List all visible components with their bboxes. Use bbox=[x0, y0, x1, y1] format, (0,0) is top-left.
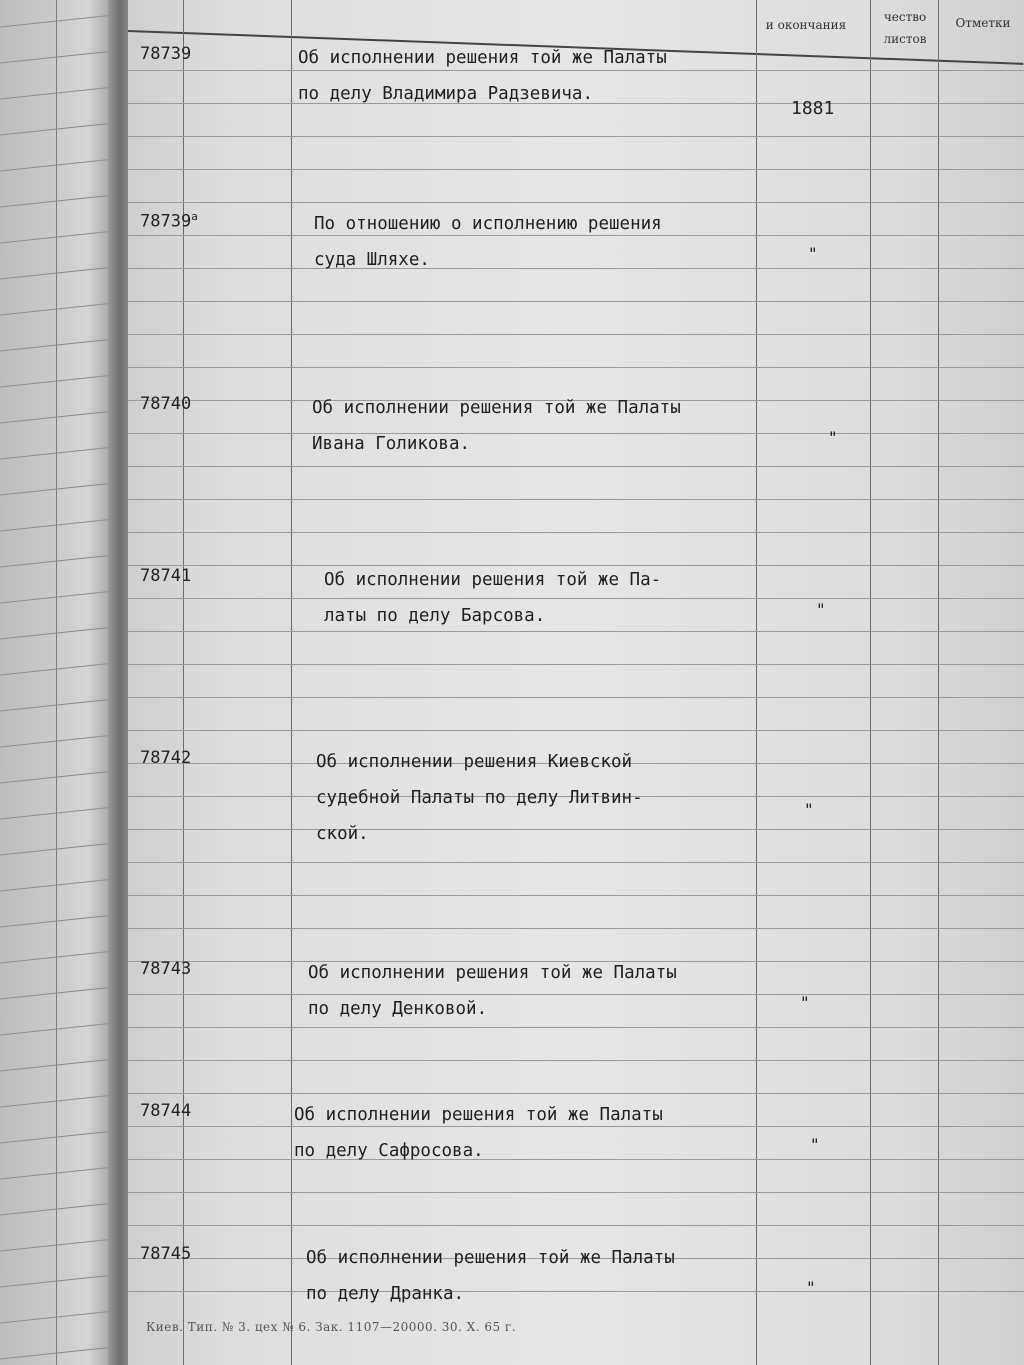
left-page-rule-line bbox=[0, 1166, 123, 1180]
left-page-rule-line bbox=[0, 1202, 123, 1216]
entry-description bbox=[306, 1240, 675, 1312]
ledger-rule-line bbox=[128, 928, 1024, 929]
left-page-rule-line bbox=[0, 878, 123, 892]
ledger-rule-line bbox=[128, 367, 1024, 368]
left-page-rule-line bbox=[0, 338, 123, 352]
entry-description-line: Об исполнении решения той же Палаты bbox=[308, 963, 677, 983]
left-page-rule-line bbox=[0, 194, 123, 208]
entry-description-line: Об исполнении решения той же Палаты bbox=[294, 1105, 663, 1125]
entry-date: 1881 bbox=[791, 98, 835, 119]
left-page-rule-line bbox=[0, 986, 123, 1000]
header-notes: Отметки bbox=[955, 16, 1011, 30]
left-page-rule-line bbox=[0, 734, 123, 748]
left-page-rule-line bbox=[0, 86, 123, 100]
column-line-description bbox=[291, 0, 292, 1365]
entry-number: 78743 bbox=[140, 959, 192, 979]
column-line-number bbox=[183, 0, 184, 1365]
left-page-rule-line bbox=[0, 1346, 123, 1360]
left-page-rule-line bbox=[0, 482, 123, 496]
entry-date: " bbox=[810, 1135, 820, 1154]
ledger-rule-line bbox=[128, 697, 1024, 698]
left-page-rule-line bbox=[0, 50, 123, 64]
entry-description bbox=[312, 390, 681, 462]
ledger-page bbox=[128, 0, 1024, 1365]
left-page-rule-line bbox=[0, 554, 123, 568]
left-page-rule-line bbox=[0, 1130, 123, 1144]
entry-number: 78742 bbox=[140, 748, 192, 768]
ledger-rule-line bbox=[128, 202, 1024, 203]
ledger-rule-line bbox=[128, 499, 1024, 500]
header-dates: и окончания bbox=[765, 18, 847, 32]
ledger-rule-line bbox=[128, 532, 1024, 533]
left-page-rule-line bbox=[0, 914, 123, 928]
left-page-column-line bbox=[56, 0, 57, 1365]
column-line-notes bbox=[938, 0, 939, 1365]
entry-number: 78744 bbox=[140, 1101, 192, 1121]
left-page-rule-line bbox=[0, 1022, 123, 1036]
left-page-rule-line bbox=[0, 590, 123, 604]
entry-description bbox=[298, 40, 667, 112]
entry-description-line: латы по делу Барсова. bbox=[324, 606, 546, 626]
ledger-rule-line bbox=[128, 730, 1024, 731]
ledger-rule-line bbox=[128, 169, 1024, 170]
entry-description-line: по делу Дранка. bbox=[306, 1284, 465, 1304]
left-page-rule-line bbox=[0, 698, 123, 712]
left-page-rule-line bbox=[0, 410, 123, 424]
ledger-rule-line bbox=[128, 136, 1024, 137]
left-page-rule-line bbox=[0, 626, 123, 640]
entry-number: 78739 bbox=[140, 44, 192, 64]
entry-description-line: Ивана Голикова. bbox=[312, 434, 471, 454]
header-sheets-1: чество bbox=[883, 10, 927, 24]
left-page-rule-line bbox=[0, 158, 123, 172]
ledger-rule-line bbox=[128, 1093, 1024, 1094]
ledger-rule-line bbox=[128, 862, 1024, 863]
left-page-rule-line bbox=[0, 1274, 123, 1288]
ledger-rule-line bbox=[128, 301, 1024, 302]
ledger-rule-line bbox=[128, 664, 1024, 665]
entry-date: " bbox=[816, 600, 826, 619]
entry-description-line: по делу Владимира Радзевича. bbox=[298, 84, 594, 104]
ledger-rule-line bbox=[128, 466, 1024, 467]
entry-description bbox=[314, 206, 662, 278]
left-page-rule-line bbox=[0, 1310, 123, 1324]
left-page-rule-line bbox=[0, 230, 123, 244]
entry-number: $78739^а$ bbox=[140, 210, 198, 232]
left-page-rule-line bbox=[0, 662, 123, 676]
left-page-rule-line bbox=[0, 842, 123, 856]
ledger-rule-line bbox=[128, 1027, 1024, 1028]
entry-description-line: по делу Сафросова. bbox=[294, 1141, 484, 1161]
left-page-rule-line bbox=[0, 806, 123, 820]
left-page-rule-line bbox=[0, 950, 123, 964]
entry-description-line: По отношению о исполнению решения bbox=[314, 214, 662, 234]
column-line-dates bbox=[756, 0, 757, 1365]
entry-description-line: Об исполнении решения той же Палаты bbox=[312, 398, 681, 418]
left-page-rule-line bbox=[0, 1094, 123, 1108]
ledger-rule-line bbox=[128, 334, 1024, 335]
column-line-sheets bbox=[870, 0, 871, 1365]
entry-description-line: по делу Денковой. bbox=[308, 999, 488, 1019]
entry-description bbox=[324, 562, 661, 634]
left-page-rule-line bbox=[0, 770, 123, 784]
entry-date: " bbox=[806, 1278, 816, 1297]
entry-description-line: суда Шляхе. bbox=[314, 250, 430, 270]
entry-description bbox=[308, 955, 677, 1027]
header-sheets-2: листов bbox=[883, 32, 927, 46]
left-facing-page bbox=[0, 0, 124, 1365]
entry-number: 78745 bbox=[140, 1244, 192, 1264]
entry-description bbox=[316, 744, 643, 852]
left-page-rule-line bbox=[0, 14, 123, 28]
entry-date: " bbox=[804, 800, 814, 819]
left-page-rule-line bbox=[0, 446, 123, 460]
entry-number: 78741 bbox=[140, 566, 192, 586]
entry-date: " bbox=[828, 428, 838, 447]
ledger-rule-line bbox=[128, 1225, 1024, 1226]
entry-date: " bbox=[800, 993, 810, 1012]
ledger-rule-line bbox=[128, 1060, 1024, 1061]
entry-number-suffix: а bbox=[191, 210, 198, 223]
entry-description-line: Об исполнении решения той же Па- bbox=[324, 570, 662, 590]
entry-description-line: Об исполнении решения Киевской bbox=[316, 752, 633, 772]
entry-description-line: Об исполнении решения той же Палаты bbox=[306, 1248, 675, 1268]
entry-description-line: ской. bbox=[316, 824, 369, 844]
entry-description-line: судебной Палаты по делу Литвин- bbox=[316, 788, 643, 808]
ledger-rule-line bbox=[128, 895, 1024, 896]
entry-date: " bbox=[808, 244, 818, 263]
left-page-rule-line bbox=[0, 518, 123, 532]
print-footer: Киев. Тип. № 3. цех № 6. Зак. 1107—20000. 30. X. 65 г. bbox=[146, 1320, 517, 1334]
left-page-rule-line bbox=[0, 122, 123, 136]
entry-number: 78740 bbox=[140, 394, 192, 414]
ledger-rule-line bbox=[128, 1192, 1024, 1193]
left-page-rule-line bbox=[0, 266, 123, 280]
left-page-rule-line bbox=[0, 1238, 123, 1252]
left-page-rule-line bbox=[0, 302, 123, 316]
left-page-rule-line bbox=[0, 374, 123, 388]
entry-description bbox=[294, 1097, 663, 1169]
entry-description-line: Об исполнении решения той же Палаты bbox=[298, 48, 667, 68]
left-page-rule-line bbox=[0, 1058, 123, 1072]
